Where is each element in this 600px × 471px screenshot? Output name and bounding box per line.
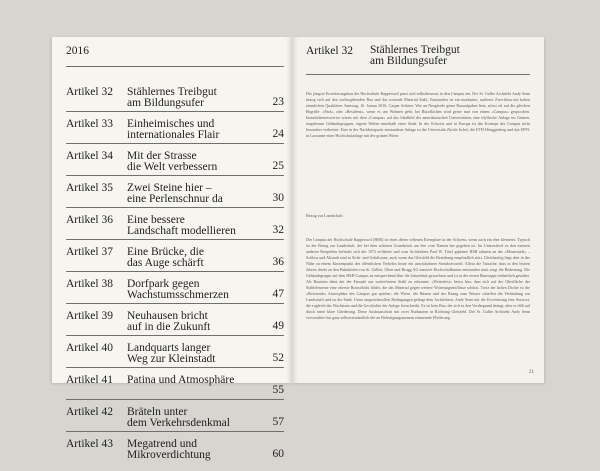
toc-entry	[66, 375, 284, 407]
toc-article-label: Artikel 37	[66, 246, 113, 258]
divider-rule	[306, 74, 530, 75]
page-number: 21	[529, 370, 534, 375]
toc-article-label: Artikel 42	[66, 406, 113, 418]
toc-title-line: Mikroverdichtung	[127, 449, 211, 461]
body-text	[306, 91, 530, 201]
toc-article-label: Artikel 38	[66, 278, 113, 290]
toc-article-label: Artikel 43	[66, 438, 113, 450]
toc-article-label: Artikel 41	[66, 374, 113, 386]
body-text	[306, 237, 530, 377]
toc-entry	[66, 183, 284, 215]
toc-title-line: Einheimisches und	[127, 118, 215, 130]
divider-rule	[66, 66, 284, 67]
toc-divider	[66, 143, 284, 144]
toc-page-number: 60	[272, 448, 284, 460]
toc-title	[127, 279, 255, 301]
toc-page-number: 36	[272, 256, 284, 268]
toc-title-line: die Welt verbessern	[127, 161, 218, 173]
article-title-line: Stählernes Treibgut	[370, 44, 460, 56]
toc-divider	[66, 367, 284, 368]
paragraph: Bezug zur Landschaft	[306, 213, 343, 218]
toc-title	[127, 119, 255, 141]
toc-title	[127, 439, 255, 461]
toc-article-label: Artikel 33	[66, 118, 113, 130]
toc-page-number: 32	[272, 224, 284, 236]
toc-title-line: internationales Flair	[127, 129, 220, 141]
toc-title	[127, 311, 255, 333]
toc-entry	[66, 151, 284, 183]
toc-divider	[66, 207, 284, 208]
toc-title-line: Landquarts langer	[127, 342, 211, 354]
toc-divider	[66, 175, 284, 176]
toc-entry	[66, 215, 284, 247]
toc-page-number: 55	[272, 384, 284, 396]
toc-title-line: Wachstumsschmerzen	[127, 289, 229, 301]
toc-divider	[66, 111, 284, 112]
toc-title-line: am Bildungsufer	[127, 97, 204, 109]
toc-entry	[66, 279, 284, 311]
toc-title	[127, 375, 255, 386]
toc-title-line: Megatrend und	[127, 438, 197, 450]
toc-title	[127, 87, 255, 109]
toc-title	[127, 215, 255, 237]
toc-title-line: Eine Brücke, die	[127, 246, 204, 258]
toc-entry	[66, 407, 284, 439]
toc-title-line: Bräteln unter	[127, 406, 188, 418]
table-of-contents	[66, 87, 284, 471]
toc-entry	[66, 87, 284, 119]
toc-article-label: Artikel 39	[66, 310, 113, 322]
toc-page-number: 30	[272, 192, 284, 204]
toc-title	[127, 183, 255, 205]
toc-page-number: 52	[272, 352, 284, 364]
toc-entry	[66, 247, 284, 279]
toc-page-number: 47	[272, 288, 284, 300]
toc-article-label: Artikel 40	[66, 342, 113, 354]
toc-article-label: Artikel 35	[66, 182, 113, 194]
toc-entry	[66, 311, 284, 343]
toc-title-line: dem Verkehrsdenkmal	[127, 417, 230, 429]
toc-divider	[66, 239, 284, 240]
toc-title-line: Landschaft modellieren	[127, 225, 236, 237]
toc-title-line: Stählernes Treibgut	[127, 86, 217, 98]
toc-page-number: 23	[272, 96, 284, 108]
toc-title-line: Neuhausen bricht	[127, 310, 208, 322]
toc-title-line: Dorfpark gegen	[127, 278, 200, 290]
toc-page-number: 57	[272, 416, 284, 428]
year-heading: 2016	[66, 45, 89, 57]
toc-page-number: 25	[272, 160, 284, 172]
toc-title	[127, 151, 255, 173]
book-gutter	[286, 37, 298, 383]
article-title-line: am Bildungsufer	[370, 55, 447, 67]
toc-page-number: 24	[272, 128, 284, 140]
toc-entry	[66, 439, 284, 471]
toc-title-line: Weg zur Kleinstadt	[127, 353, 216, 365]
toc-article-label: Artikel 36	[66, 214, 113, 226]
toc-title-line: Zwei Steine hier –	[127, 182, 212, 194]
toc-title	[127, 247, 255, 269]
toc-page-number: 49	[272, 320, 284, 332]
article-label: Artikel 32	[306, 45, 353, 57]
toc-divider	[66, 271, 284, 272]
toc-title-line: das Auge schärft	[127, 257, 204, 269]
article-title	[370, 45, 530, 67]
toc-entry	[66, 343, 284, 375]
toc-divider	[66, 303, 284, 304]
paragraph: Der Campus der Hochschule Rapperswil (HSR) ist eines dieser seltenen Exemplare in der Schweiz, wenn auch ein eher kleineres. Typisch ist der Bezug zur Landschaft, der bei dem schönen Grundstück am See vom Namen her gegeben ist. Im Unterschied zu den meisten anderen Beispielen befindet sich der 1972 eröffnete und vom Architekten Paul W. Tittel geplante HSR rahmen an der «Mauerstadt» – Schloss und Altstadt sind in Sicht- und Gehdistanz, auch wenn das Gleisfeld die Beziehung empfindlich stört. Gleichzeitig liegt aber in der Nähe zu einem Knotenpunkt des öffentlichen Verkehrs heute ein unschätzbarer Standortvorteil. Allein die Tatsache, dass in den letzten Jahren direkt an den Bahnhöfen von St. Gallen, Olten und Brugg AG massive Hochschulbauten entstanden sind, zeigt die Bedeutung. Die Gebäudegruppe auf dem HSR-Campus ist entsprechend über die Jahrzehnte gewachsen und ist in der ersten Bauetappe einheitlich gestaltet. Als Baustein dient der der Fassade aus wetterfestem Stahl zu erkennen. «Wetterfest» heisst hier, dass sich auf der Oberfläche der Stahlelemente eine oberste Rostschicht bildet, die das Material gegen weitere Witterungseinflüsse schützt. Trotz der hohen Dichte ist die «Reissende» Atmosphäre des Campus gut spürbar; die Wiese, die Bäume und der Bezug zum Wasser schaffen die Verbindung zur Landschaft und zu der Stadt. Unter anspruchsvollen Bedingungen gelingt dem Architekten, Andy Senn mit der Erweiterung eine Antwort, die zugleich das Wachstum und die Geschichte der Anlage fortschreibt. Es ist kein Bau, der sich in den Vordergrund drängt, aber er fällt auf durch seine klare Gliederung. Diese Ausbausschritt mit zwei Nudnauten in Richtung Gleisfeld. Der St. Galler Architekt Andy Senn verwendete fast ganz selbstverständlich die an Befestigungsmauern erinnernde Pfeilerung.	[306, 237, 530, 320]
subheading	[306, 213, 530, 219]
toc-divider	[66, 431, 284, 432]
toc-title-line: eine Perlenschnur da	[127, 193, 223, 205]
toc-title-line: auf in die Zukunft	[127, 321, 211, 333]
toc-divider	[66, 335, 284, 336]
toc-title-line: Mit der Strasse	[127, 150, 197, 162]
toc-title-line: Eine bessere	[127, 214, 185, 226]
toc-title	[127, 407, 255, 429]
toc-title-line: Patina und Atmosphäre	[127, 374, 235, 386]
right-page	[292, 37, 544, 383]
toc-entry	[66, 119, 284, 151]
toc-article-label: Artikel 34	[66, 150, 113, 162]
paragraph: Der jüngste Erweiterungsbau der Hochschule Rapperswil passt sich selbstbewusst in den Campus ein. Der St. Galler Architekt Andy Senn bezog sich auf den vorhergehenden Bau und das rostende Material Stahl. Entstanden ist ein markanter, sauberer Zweckbau mit hohen räumlichen Qualitäten. Samstag, 16. Januar 2016, Caspar Schärer. Wer an Neugierde gerne Bauaufgaben liest, stösst oft auf die gleichen Begriffe: «Park» oder «Residenz», wenn es um Wohnen geht; bei Büroflächen wird gerne mal von einem «Campus» gesprochen. Immobilienverwerter setzen mit dem «Campus» auf das Idealbild der amerikanischen Universitäten, eine idyllische Anlage im Grünen, ringsherum Gebäudegruppen, eigene Welten innerhalb einer Stadt. In der Schweiz und in Europa ist das Konzept des Campus nicht besonders verbreitet. Eine in der Nachkriegszeit entstandene Anlage ist die Universität Zürich Irchel, die ETH Hönggerberg und das EPFL in Lausanne einer Hochschulanlage mit der grünen Wiese.	[306, 91, 530, 138]
toc-article-label: Artikel 32	[66, 86, 113, 98]
left-page	[52, 37, 292, 461]
toc-title	[127, 343, 255, 365]
